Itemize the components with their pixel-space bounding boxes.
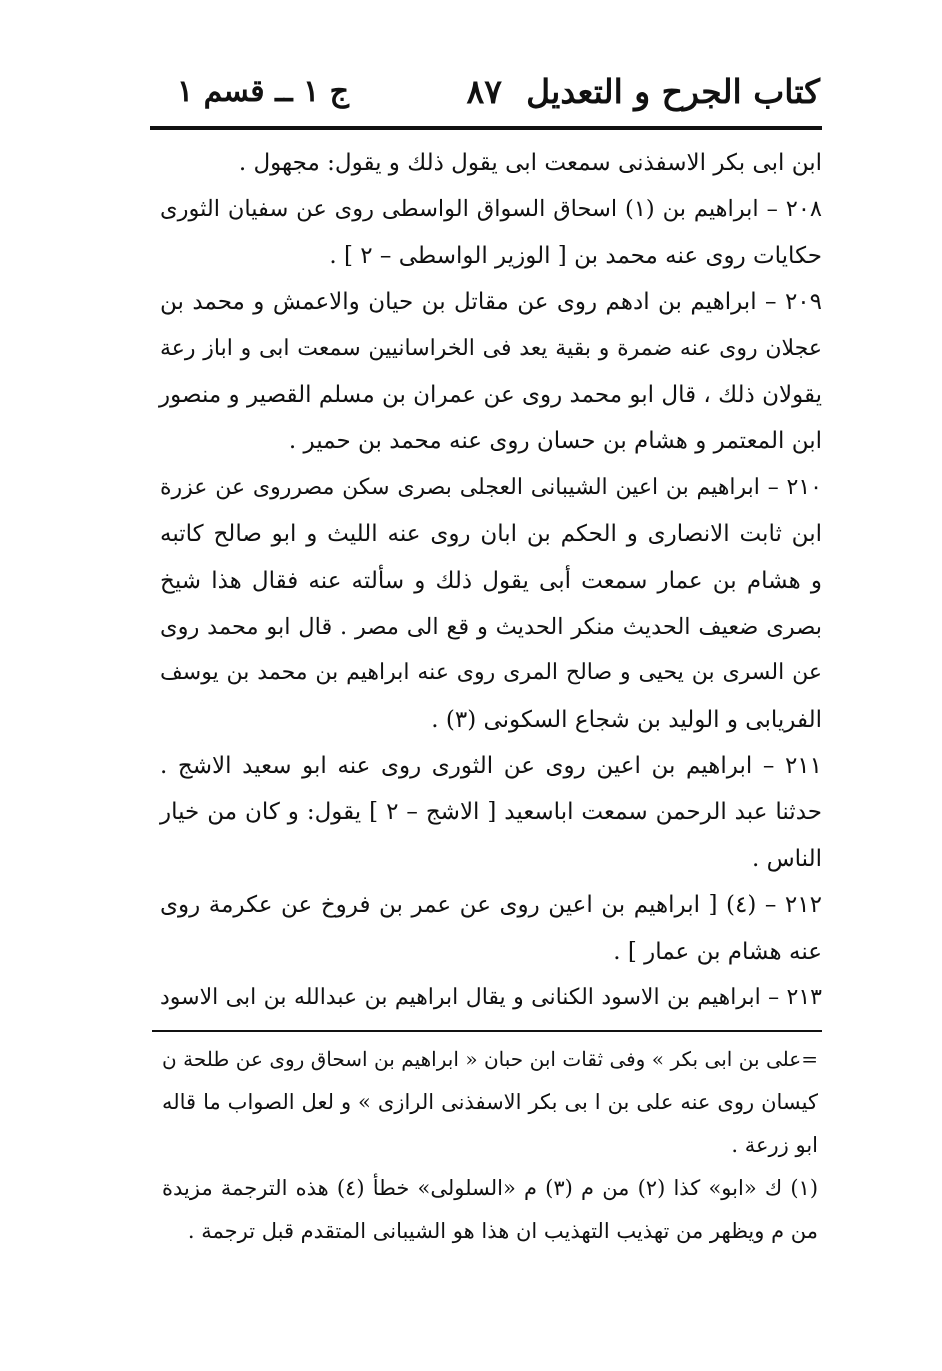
text-line: الفريابی و الوليد بن شجاع السكونی (٣) .	[431, 706, 822, 733]
header-rule	[150, 126, 822, 130]
page-number: ٨٧	[466, 72, 502, 111]
footnote-line: ابو زرعة .	[731, 1133, 818, 1157]
text-line: ٢٠٩ – ابراهيم بن ادهم روی عن مقاتل بن حيان والاعمش و محمد بن	[160, 289, 822, 316]
book-title: كتاب الجرح و التعديل	[526, 72, 820, 111]
text-line: يقولان ذلك ، قال ابو محمد روی عن عمران بن مسلم القصير و منصور	[159, 381, 822, 408]
text-line: عنه هشام بن عمار ] .	[613, 938, 822, 965]
text-line: عن السری بن يحيی و صالح المری روی عنه ابراهيم بن محمد بن يوسف	[160, 660, 822, 686]
text-line: عجلان روی عنه ضمرة و بقية يعد فی الخراسانيين سمعت ابی و اباز رعة	[160, 335, 822, 361]
text-line: ابن ثابت الانصاری و الحكم بن ابان روی عنه الليث و ابو صالح كاتبه	[160, 521, 822, 548]
footnote-line: (١) ك «ابو» كذا (٢) من م (٣) م «السلولی» خطأ (٤) هذه الترجمة مزيدة	[162, 1176, 819, 1200]
footnote-line: كيسان روی عنه علی بن ا بی بكر الاسفذنی الرازی » و لعل الصواب ما قاله	[162, 1090, 818, 1114]
footnote-line: =علی بن ابی بكر » وفی ثقات ابن حبان « ابراهيم بن اسحاق روی عن طلحة ن	[162, 1047, 818, 1071]
text-line: ٢١٣ – ابراهيم بن الاسود الكنانی و يقال ابراهيم بن عبدالله بن ابی الاسود	[160, 985, 822, 1011]
footnote-line: من م ويظهر من تهذيب التهذيب ان هذا هو الشيبانی المتقدم قبل ترجمة .	[187, 1219, 818, 1243]
volume-label: ج ١ ــ قسم ١	[177, 74, 350, 109]
text-line: ٢١٠ – ابراهيم بن اعين الشيبانی العجلی بصری سكن مصرروی عن عزرة	[160, 474, 822, 500]
text-line: ابن ابی بكر الاسفذنی سمعت ابی يقول ذلك و يقول: مجهول .	[238, 150, 822, 176]
page-header	[155, 72, 820, 124]
text-line: ٢١١ – ابراهيم بن اعين روی عن الثوری روی عنه ابو سعيد الاشج .	[160, 753, 822, 780]
text-line: و هشام بن عمار سمعت أبی يقول ذلك و سألته عنه فقال هذا شيخ	[160, 567, 822, 594]
text-line: الناس .	[751, 845, 822, 872]
footnote-rule	[152, 1030, 822, 1032]
text-line: ٢١٢ – (٤) [ ابراهيم بن اعين روی عن عمر بن فروخ عن عكرمة روی	[160, 892, 822, 919]
footnotes	[162, 1038, 818, 1253]
text-line: حكايات روی عنه محمد بن [ الوزير الواسطی – ٢ ] .	[329, 242, 822, 269]
text-line: ابن المعتمر و هشام بن حسان روی عنه محمد بن حمير .	[288, 428, 822, 455]
main-text	[160, 140, 822, 1021]
text-line: ٢٠٨ – ابراهيم بن (١) اسحاق السواق الواسطی روی عن سفيان الثوری	[160, 196, 822, 223]
text-line: بصری ضعيف الحديث منكر الحديث و قع الی مصر . قال ابو محمد روی	[160, 613, 822, 640]
text-line: حدثنا عبد الرحمن سمعت اباسعيد [ الاشج – ٢ ] يقول: و كان من خيار	[160, 799, 822, 826]
